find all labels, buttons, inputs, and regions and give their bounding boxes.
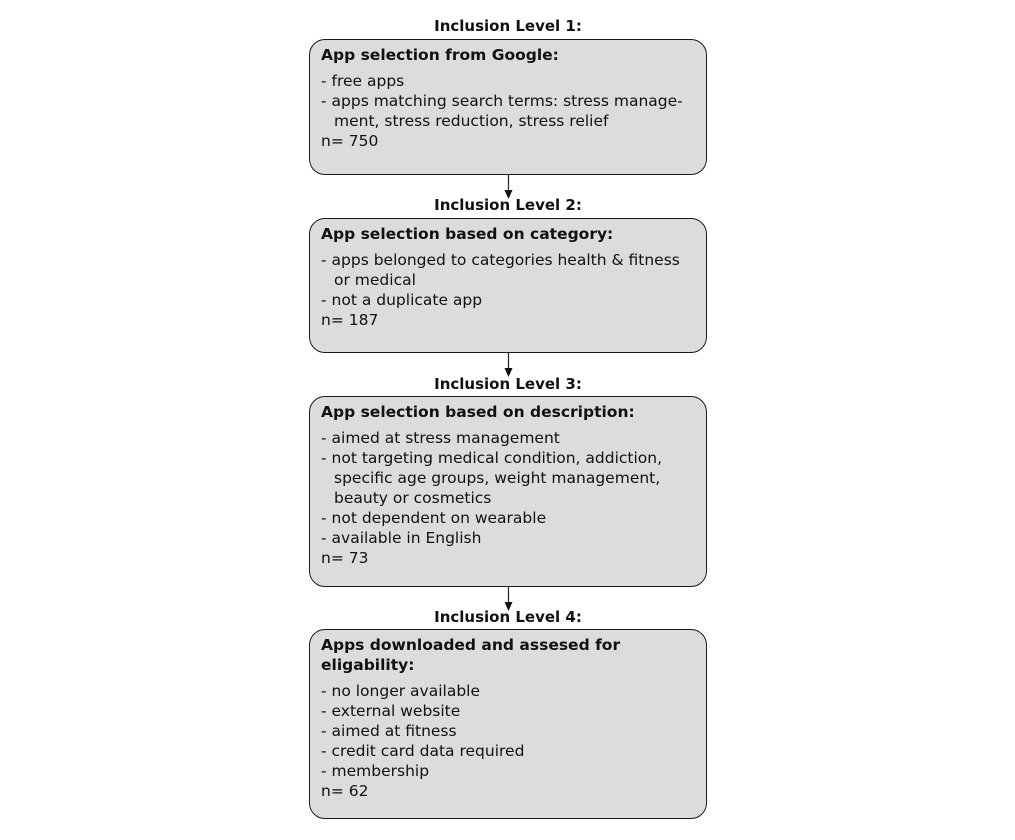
level-4-box [309,629,707,819]
level-1-box [309,39,707,175]
level-3-box [309,396,707,587]
level-1-count: n= 750 [321,132,379,150]
level-4-item: - aimed at fitness [321,722,457,740]
level-2-title: App selection based on category: [321,225,614,243]
level-4-item: - external website [321,702,461,720]
level-3-title: App selection based on description: [321,403,635,421]
level-4-item: - credit card data required [321,742,525,760]
level-2-label: Inclusion Level 2: [434,196,582,214]
level-1-title: App selection from Google: [321,46,559,64]
level-1-label: Inclusion Level 1: [434,17,582,35]
level-2-item: - not a duplicate app [321,291,483,309]
level-1-item: - free apps [321,72,405,90]
arrow-2-to-3 [504,353,513,377]
level-1-item: - apps matching search terms: stress manage- ment, stress reduction, stress relief [321,92,683,130]
level-3-item: - aimed at stress management [321,429,560,447]
level-3-item: - not targeting medical condition, addiction, specific age groups, weight management, beauty or cosmetics [321,449,663,507]
level-2-item: - apps belonged to categories health & fitness or medical [321,251,680,289]
level-3-item: - available in English [321,529,482,547]
level-4-item: - no longer available [321,682,481,700]
level-4-label: Inclusion Level 4: [434,608,582,626]
level-2-count: n= 187 [321,311,379,329]
level-3-item: - not dependent on wearable [321,509,547,527]
level-3-label: Inclusion Level 3: [434,375,582,393]
level-3-count: n= 73 [321,549,369,567]
level-4-title: Apps downloaded and assesed for eligability: [321,636,621,674]
level-2-box [309,218,707,353]
level-4-item: - membership [321,762,430,780]
level-4-count: n= 62 [321,782,369,800]
